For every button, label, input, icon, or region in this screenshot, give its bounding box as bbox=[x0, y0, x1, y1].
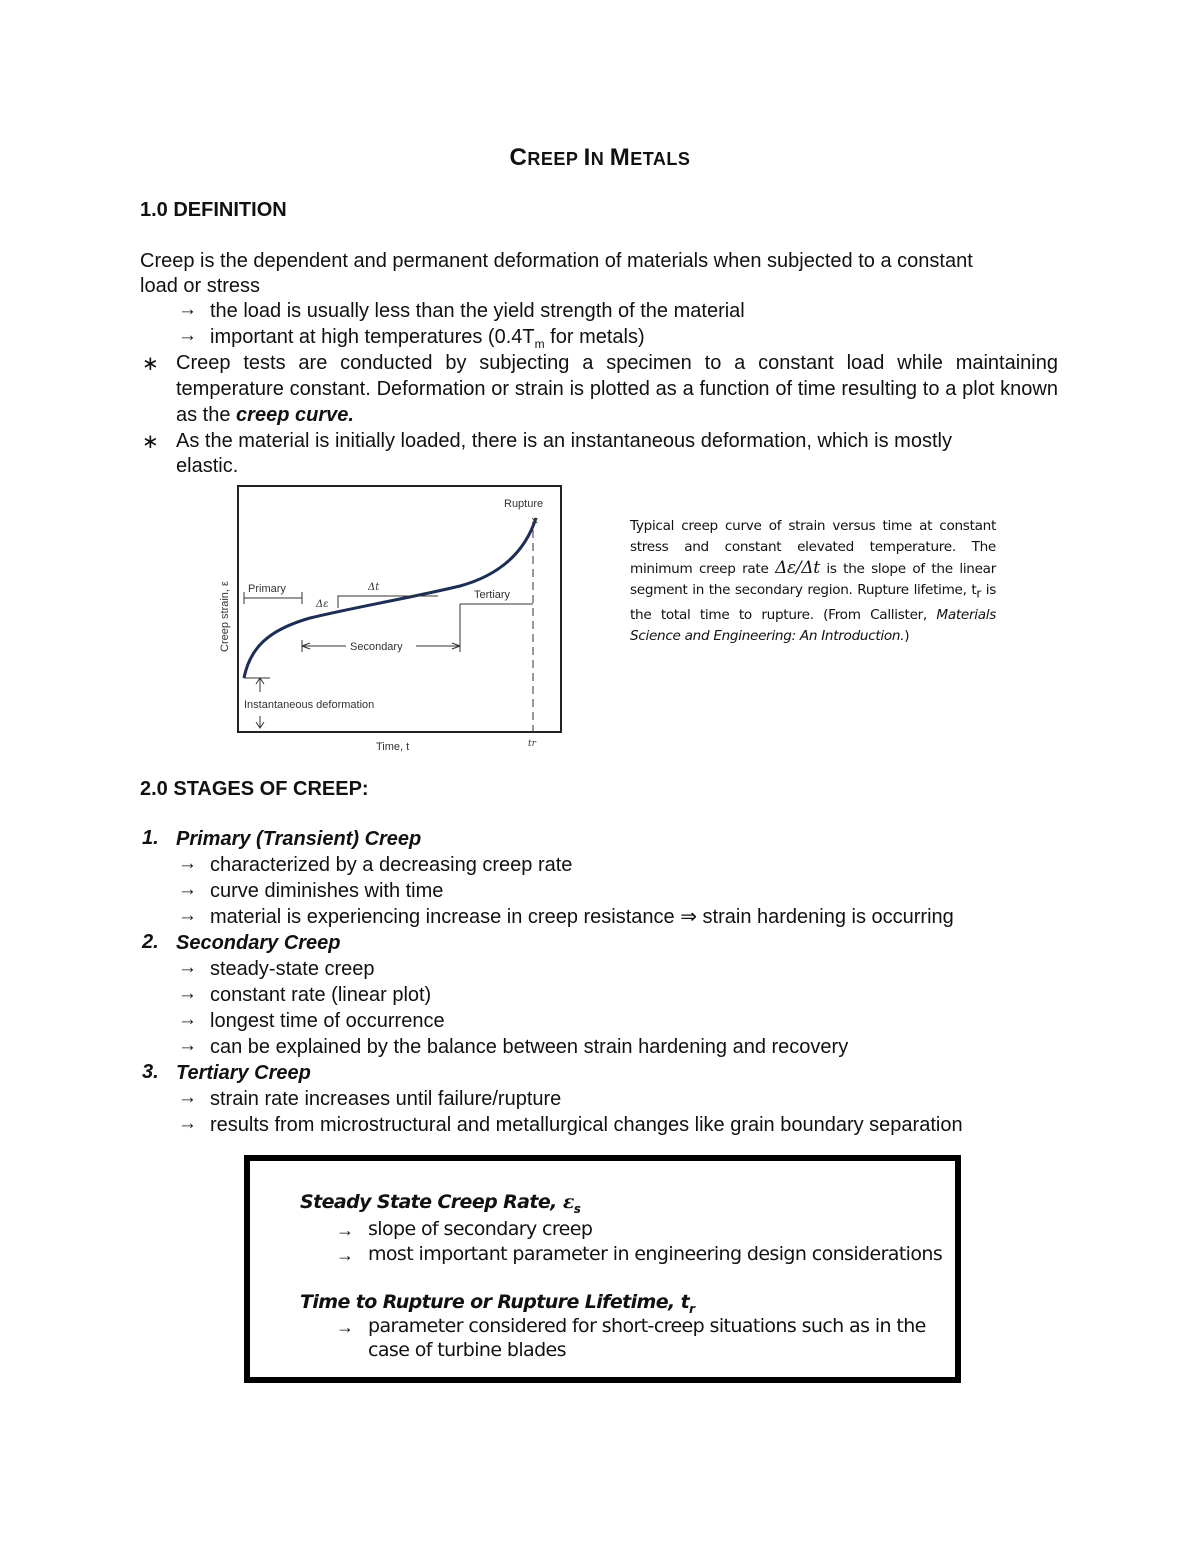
caption-text: ) bbox=[904, 627, 910, 644]
figure-frame bbox=[238, 486, 561, 732]
delta-t-label: Δt bbox=[368, 582, 380, 593]
title-part: ETALS bbox=[630, 149, 691, 169]
definition-line-2: load or stress bbox=[140, 275, 261, 297]
epsilon-symbol: ε bbox=[562, 1191, 574, 1213]
bullet-initial-load-2: elastic. bbox=[176, 455, 239, 477]
stage-point: longest time of occurrence bbox=[210, 1010, 445, 1032]
stage-point: steady-state creep bbox=[210, 958, 375, 980]
primary-label: Primary bbox=[248, 583, 286, 595]
rupture-label: Rupture bbox=[504, 498, 544, 510]
subscript: r bbox=[689, 1301, 695, 1316]
caption-citation: Materials Science and Engineering: An Introduction. bbox=[630, 606, 996, 644]
tertiary-bracket bbox=[460, 604, 533, 640]
subscript: s bbox=[573, 1201, 581, 1216]
arrow-icon: → bbox=[178, 325, 197, 346]
secondary-label: Secondary bbox=[350, 641, 403, 653]
title-part: N bbox=[590, 149, 610, 169]
arrow-icon: → bbox=[336, 1220, 354, 1240]
list-number: 3. bbox=[142, 1061, 159, 1083]
delta-epsilon-label: Δε bbox=[316, 599, 329, 610]
subscript: m bbox=[534, 337, 545, 351]
arrow-icon: → bbox=[178, 879, 197, 900]
stage-point: results from microstructural and metallurgical changes like grain boundary separation bbox=[210, 1114, 963, 1136]
definition-arrow-1: the load is usually less than the yield strength of the material bbox=[210, 300, 745, 322]
arrow-icon: → bbox=[178, 1035, 197, 1056]
asterisk-bullet-icon: ∗ bbox=[142, 353, 159, 375]
stage-point: material is experiencing increase in creep resistance ⇒ strain hardening is occurring bbox=[210, 906, 954, 928]
box-point: parameter considered for short-creep situations such as in the bbox=[368, 1315, 926, 1337]
arrow-icon: → bbox=[178, 983, 197, 1004]
rupture-mark-icon: × bbox=[531, 513, 539, 528]
arrow-icon: → bbox=[178, 853, 197, 874]
arrow-icon: → bbox=[178, 905, 197, 926]
title-part: M bbox=[609, 144, 631, 171]
list-number: 1. bbox=[142, 827, 159, 849]
key-parameters-box bbox=[244, 1155, 961, 1383]
box-heading-rupture-lifetime bbox=[300, 1291, 694, 1316]
x-axis-label: Time, t bbox=[376, 741, 410, 753]
bullet-initial-load-1: As the material is initially loaded, there is an instantaneous deformation, which is mostly bbox=[176, 430, 952, 452]
box-heading-creep-rate bbox=[300, 1191, 580, 1216]
figure-caption bbox=[630, 516, 996, 647]
tertiary-label: Tertiary bbox=[474, 589, 511, 601]
text-part: Steady State Creep Rate, bbox=[300, 1191, 563, 1213]
caption-subscript: r bbox=[976, 586, 982, 601]
caption-text: is the slope of the linear segment in the secondary region. Rupture lifetime, t bbox=[630, 561, 996, 598]
emphasis-creep-curve: creep curve. bbox=[236, 404, 354, 426]
stage-point: characterized by a decreasing creep rate bbox=[210, 854, 573, 876]
creep-curve-figure bbox=[210, 480, 570, 760]
stage-point: can be explained by the balance between strain hardening and recovery bbox=[210, 1036, 849, 1058]
definition-line-1: Creep is the dependent and permanent deformation of materials when subjected to a constant bbox=[140, 250, 973, 272]
box-point: most important parameter in engineering design considerations bbox=[368, 1243, 943, 1265]
box-point-continued: case of turbine blades bbox=[368, 1339, 566, 1361]
instantaneous-label: Instantaneous deformation bbox=[244, 699, 375, 711]
arrow-icon: → bbox=[178, 299, 197, 320]
stage-title-primary: Primary (Transient) Creep bbox=[176, 828, 422, 850]
stage-title-secondary: Secondary Creep bbox=[176, 932, 341, 954]
arrow-icon: → bbox=[178, 957, 197, 978]
caption-math: Δε/Δt bbox=[775, 558, 820, 578]
text-part: Time to Rupture or Rupture Lifetime, t bbox=[300, 1291, 690, 1313]
section-heading-stages: 2.0 STAGES OF CREEP: bbox=[140, 778, 369, 800]
asterisk-bullet-icon: ∗ bbox=[142, 431, 159, 453]
title-part: I bbox=[583, 144, 591, 171]
arrow-icon: → bbox=[178, 1113, 197, 1134]
caption-text: Typical creep curve of strain versus time at constant stress and constant elevated temperature. The minimum creep rate bbox=[630, 518, 996, 577]
stage-point: constant rate (linear plot) bbox=[210, 984, 432, 1006]
rupture-time-tick-label: tr bbox=[528, 739, 536, 749]
text-part: for metals) bbox=[544, 326, 645, 348]
text-part: Creep tests are conducted by subjecting a specimen to a constant load while maintaining temperature constant. Deformation or strain is plotted as a function of time resulting to a plot known as the bbox=[176, 352, 1058, 426]
list-number: 2. bbox=[142, 931, 159, 953]
arrow-icon: → bbox=[178, 1087, 197, 1108]
text-part: important at high temperatures (0.4T bbox=[210, 326, 535, 348]
bullet-creep-tests bbox=[176, 350, 1058, 428]
section-heading-definition: 1.0 DEFINITION bbox=[140, 199, 287, 221]
y-axis-label: Creep strain, ε bbox=[219, 581, 231, 652]
arrow-icon: → bbox=[336, 1317, 354, 1337]
arrow-icon: → bbox=[336, 1245, 354, 1265]
stage-point: strain rate increases until failure/rupture bbox=[210, 1088, 562, 1110]
title-part: REEP bbox=[527, 149, 584, 169]
stage-title-tertiary: Tertiary Creep bbox=[176, 1062, 311, 1084]
arrow-icon: → bbox=[178, 1009, 197, 1030]
title-part: C bbox=[509, 144, 528, 171]
page-title bbox=[0, 144, 1200, 172]
box-point: slope of secondary creep bbox=[368, 1218, 593, 1240]
stage-point: curve diminishes with time bbox=[210, 880, 444, 902]
caption-text: is the total time to rupture. (From Callister, bbox=[630, 582, 996, 623]
